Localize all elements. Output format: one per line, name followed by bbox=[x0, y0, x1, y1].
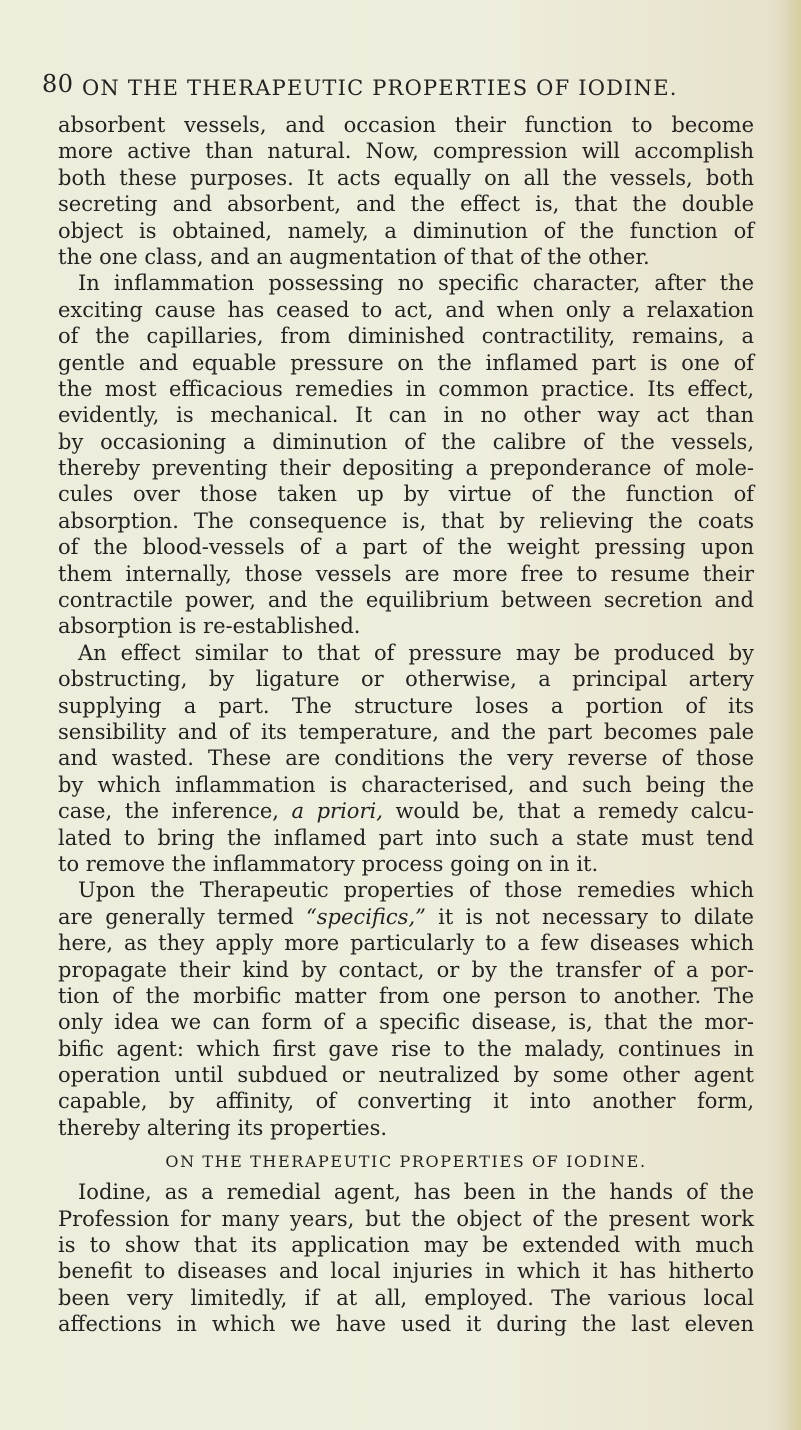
text-line: capable, by affinity, of converting it into another form, bbox=[58, 1089, 754, 1114]
text-line: propagate their kind by contact, or by the transfer of a por- bbox=[58, 957, 754, 982]
text-line: sensibility and of its temperature, and the part becomes pale bbox=[58, 719, 754, 744]
text-line: by which inflammation is characterised, and such being the bbox=[58, 772, 754, 797]
text-line: benefit to diseases and local injuries in which it has hitherto bbox=[58, 1259, 754, 1284]
text-line: affections in which we have used it during the last eleven bbox=[58, 1312, 754, 1337]
text-line: exciting cause has ceased to act, and when only a relaxation bbox=[58, 297, 754, 322]
text-line: absorption is re-established. bbox=[58, 614, 361, 639]
text-line: gentle and equable pressure on the inflamed part is one of bbox=[58, 350, 754, 375]
text-line: obstructing, by ligature or otherwise, a principal artery bbox=[58, 667, 754, 692]
text-line: more active than natural. Now, compression will accomplish bbox=[58, 139, 754, 164]
text-line: Upon the Therapeutic properties of those remedies which bbox=[78, 878, 754, 903]
text-line: bific agent: which first gave rise to the malady, continues in bbox=[58, 1036, 754, 1061]
text-line: evidently, is mechanical. It can in no other way act than bbox=[58, 403, 754, 428]
page-header bbox=[42, 70, 762, 104]
text-fragment: are generally termed bbox=[58, 904, 294, 929]
text-line: thereby altering its properties. bbox=[58, 1115, 388, 1140]
text-line: In inflammation possessing no specific character, after the bbox=[78, 271, 754, 296]
text-line: and wasted. These are conditions the very reverse of those bbox=[58, 746, 754, 771]
text-line: the one class, and an augmentation of that of the other. bbox=[58, 244, 650, 269]
section-heading: ON THE THERAPEUTIC PROPERTIES OF IODINE. bbox=[165, 1152, 647, 1172]
text-fragment: would be, that a remedy calcu- bbox=[395, 799, 755, 824]
text-line: them internally, those vessels are more free to resume their bbox=[58, 561, 754, 586]
text-line: tion of the morbific matter from one person to another. The bbox=[58, 983, 754, 1008]
body-text bbox=[58, 112, 754, 1338]
text-line: Profession for many years, but the object of the present work bbox=[58, 1206, 754, 1231]
text-line bbox=[58, 904, 754, 930]
text-line: operation until subdued or neutralized by some other agent bbox=[58, 1063, 754, 1088]
text-line: thereby preventing their depositing a preponderance of mole- bbox=[58, 456, 754, 481]
text-line: absorption. The consequence is, that by relieving the coats bbox=[58, 508, 754, 533]
text-line: the most efficacious remedies in common practice. Its effect, bbox=[58, 376, 754, 401]
text-line: lated to bring the inflamed part into such a state must tend bbox=[58, 825, 754, 850]
italic-phrase: a priori, bbox=[291, 799, 383, 824]
text-line: by occasioning a diminution of the calibre of the vessels, bbox=[58, 429, 754, 454]
text-line: been very limitedly, if at all, employed. The various local bbox=[58, 1285, 754, 1310]
text-line: An effect similar to that of pressure may be produced by bbox=[78, 640, 754, 665]
text-line: both these purposes. It acts equally on all the vessels, both bbox=[58, 165, 754, 190]
text-line bbox=[58, 798, 754, 824]
text-line: of the blood-vessels of a part of the weight pressing upon bbox=[58, 535, 754, 560]
text-line: secreting and absorbent, and the effect is, that the double bbox=[58, 192, 754, 217]
text-line: absorbent vessels, and occasion their function to become bbox=[58, 113, 754, 137]
text-line: only idea we can form of a specific disease, is, that the mor- bbox=[58, 1010, 754, 1035]
text-line: here, as they apply more particularly to a few diseases which bbox=[58, 931, 754, 956]
text-fragment: it is not necessary to dilate bbox=[438, 904, 754, 929]
text-line: to remove the inflammatory process going on in it. bbox=[58, 851, 599, 876]
text-line: supplying a part. The structure loses a portion of its bbox=[58, 693, 754, 718]
text-line: object is obtained, namely, a diminution of the function of bbox=[58, 218, 754, 243]
text-line: contractile power, and the equilibrium between secretion and bbox=[58, 588, 754, 613]
text-line: cules over those taken up by virtue of the function of bbox=[58, 482, 754, 507]
page-edge-shadow bbox=[787, 0, 801, 1430]
text-line: Iodine, as a remedial agent, has been in the hands of the bbox=[78, 1180, 754, 1205]
page-number: 80 bbox=[42, 70, 74, 98]
text-fragment: case, the inference, bbox=[58, 799, 279, 824]
italic-phrase: “specifics,” bbox=[306, 904, 426, 929]
text-line: is to show that its application may be extended with much bbox=[58, 1233, 754, 1258]
text-line: of the capillaries, from diminished contractility, remains, a bbox=[58, 324, 754, 349]
running-title: ON THE THERAPEUTIC PROPERTIES OF IODINE. bbox=[82, 76, 678, 100]
